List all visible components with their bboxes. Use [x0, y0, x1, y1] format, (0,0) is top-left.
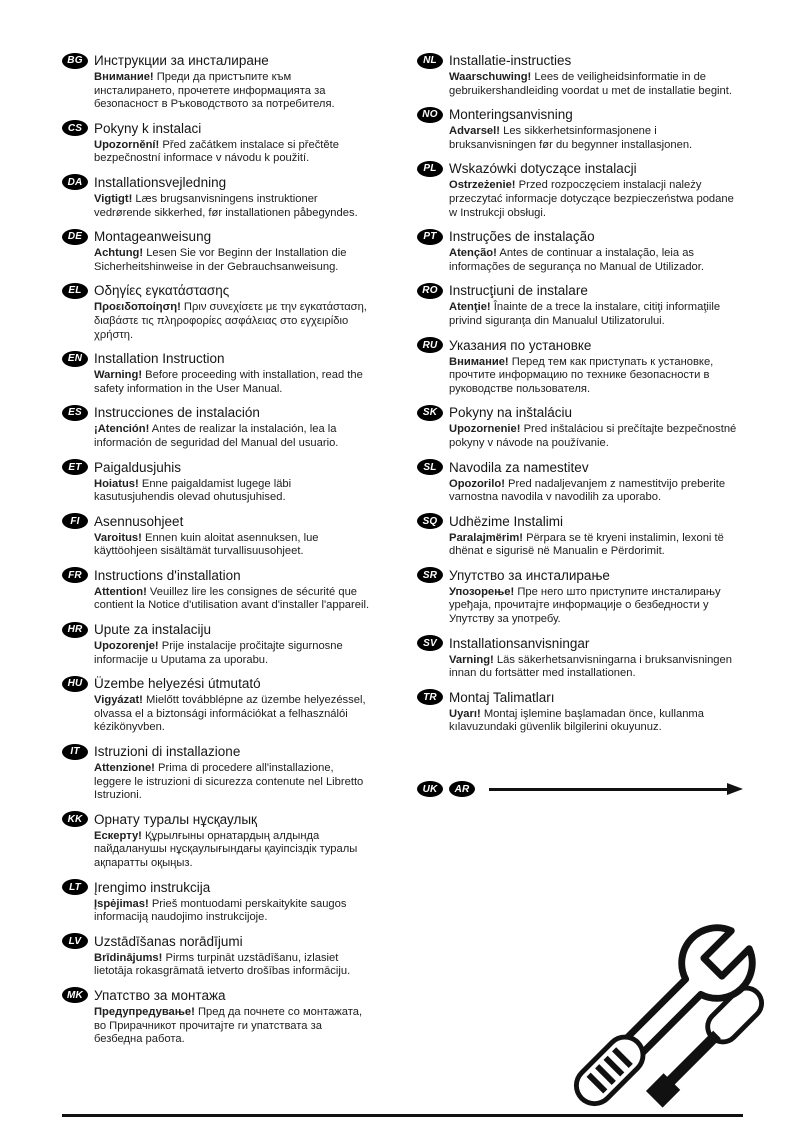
entry-title: Указания по установке — [449, 337, 592, 353]
entry-head — [62, 52, 370, 69]
entry-text: Prima di procedere all'installazione, leggere le istruzioni di sicurezza contenute nel Libretto Istruzioni. — [94, 762, 364, 802]
language-badge: IT — [62, 744, 88, 760]
entry-head — [417, 513, 743, 530]
entry-text: Prije instalacije pročitajte sigurnosne informacije u Uputama za uporabu. — [94, 640, 343, 666]
language-badge-ar: AR — [449, 781, 475, 797]
entry-title: Instruções de instalação — [449, 229, 595, 245]
language-entry — [62, 879, 370, 925]
entry-text: Pred nadaljevanjem z namestitvijo preberite varnostna navodila v navodilih za uporabo. — [449, 477, 726, 504]
wrench-screwdriver-icon — [570, 908, 766, 1120]
entry-body — [94, 898, 370, 925]
entry-body — [94, 532, 370, 559]
entry-body — [94, 762, 370, 803]
entry-body — [449, 654, 743, 681]
entry-body — [449, 71, 743, 98]
entry-title: Installatie-instructies — [449, 53, 572, 68]
language-entry — [417, 282, 743, 328]
entry-head — [62, 282, 370, 299]
language-badge: CS — [62, 120, 88, 136]
entry-head — [417, 52, 743, 69]
language-badge: TR — [417, 689, 443, 705]
entry-body — [449, 478, 743, 505]
entry-head — [62, 933, 370, 950]
entry-text: Lesen Sie vor Beginn der Installation die Sicherheitshinweise in der Gebrauchsanweisung. — [94, 247, 347, 273]
entry-title: Monteringsanvisning — [449, 107, 573, 123]
language-entry — [417, 106, 743, 152]
warning-word: Opozorilo! — [449, 477, 505, 490]
entry-head — [417, 106, 743, 123]
entry-body — [94, 478, 370, 505]
right-arrow-icon — [489, 783, 743, 795]
language-entry — [62, 513, 370, 559]
language-entry — [62, 228, 370, 274]
warning-word: Atenţie! — [449, 301, 491, 314]
entry-body — [449, 125, 743, 152]
warning-word: Upozorenje! — [94, 640, 159, 653]
entry-body — [449, 179, 743, 220]
entry-body — [94, 71, 370, 112]
entry-title: Installation Instruction — [94, 351, 225, 367]
language-entry — [417, 689, 743, 735]
entry-head — [62, 879, 370, 896]
page-footer-rule — [62, 1114, 743, 1117]
entry-title: Pokyny na inštaláciu — [449, 405, 573, 421]
language-badge: EN — [62, 351, 88, 367]
entry-title: Paigaldusjuhis — [94, 459, 182, 475]
entry-body — [449, 586, 743, 627]
language-entry — [62, 675, 370, 735]
language-badge: ES — [62, 405, 88, 421]
entry-title: Wskazówki dotyczące instalacji — [449, 161, 637, 177]
language-entry — [62, 404, 370, 450]
entry-title: Οδηγίες εγκατάστασης — [94, 283, 230, 299]
entry-body — [449, 423, 743, 450]
entry-body — [449, 301, 743, 328]
entry-text: Antes de realizar la instalación, lea la información de seguridad del Manual del usuario. — [94, 423, 339, 449]
warning-word: Vigyázat! — [94, 694, 143, 707]
warning-word: Προειδοποίηση! — [94, 301, 181, 314]
entry-text: Before proceeding with installation, read the safety information in the User Manual. — [94, 369, 363, 395]
language-entry — [62, 174, 370, 220]
entry-head — [62, 811, 370, 828]
language-entry — [417, 567, 743, 627]
entry-body — [449, 532, 743, 559]
language-badge: KK — [62, 811, 88, 827]
entry-text: Πριν συνεχίσετε με την εγκατάσταση, διαβάστε τις πληροφορίες ασφάλειας στο εγχειρίδιο χρήστη. — [94, 301, 367, 341]
language-entry — [62, 120, 370, 166]
entry-head — [62, 174, 370, 191]
entry-body — [449, 356, 743, 397]
warning-word: Upozornění! — [94, 138, 160, 151]
language-entry — [417, 228, 743, 274]
language-badge: HR — [62, 622, 88, 638]
language-entry — [62, 282, 370, 342]
entry-body — [94, 139, 370, 166]
entry-title: Udhëzime Instalimi — [449, 513, 564, 529]
warning-word: Advarsel! — [449, 125, 500, 138]
entry-head — [62, 513, 370, 530]
entry-title: Упатство за монтажа — [94, 987, 226, 1003]
warning-word: Упозорење! — [449, 585, 515, 598]
language-badge: EL — [62, 283, 88, 299]
language-entry — [417, 404, 743, 450]
entry-text: Enne paigaldamist lugege läbi kasutusjuhendis olevad ohutusjuhised. — [94, 477, 292, 504]
entry-text: Prieš montuodami perskaitykite saugos informaciją naudojimo instrukcijoje. — [94, 897, 347, 924]
entry-head — [62, 567, 370, 584]
warning-word: Предупредување! — [94, 1005, 195, 1018]
language-entry — [417, 160, 743, 220]
entry-head — [62, 404, 370, 421]
warning-word: Uyarı! — [449, 707, 481, 720]
warning-word: Attenzione! — [94, 762, 155, 775]
language-badge: NL — [417, 53, 443, 69]
language-entry — [62, 987, 370, 1047]
entry-text: Përpara se të kryeni instalimin, lexoni të dhënat e sigurisë në Manualin e Përdorimit. — [449, 531, 724, 558]
entry-head — [62, 120, 370, 137]
language-badge: SL — [417, 459, 443, 475]
entry-title: Installationsvejledning — [94, 174, 227, 190]
entry-body — [449, 247, 743, 274]
entry-text: Læs brugsanvisningens instruktioner vedrørende sikkerhed, før installationen påbegyndes. — [94, 192, 358, 219]
language-badge: LT — [62, 879, 88, 895]
language-badge: SR — [417, 567, 443, 583]
entry-head — [62, 743, 370, 760]
entry-head — [62, 228, 370, 245]
warning-word: Paralajmërim! — [449, 531, 524, 544]
entry-body — [94, 694, 370, 735]
entry-head — [62, 350, 370, 367]
entry-text: Пре него што приступите инсталирању уређаја, прочитајте информације о безбедности у Упутству за употребу. — [449, 585, 721, 626]
entry-head — [417, 160, 743, 177]
entry-head — [417, 689, 743, 706]
entry-body — [94, 640, 370, 667]
entry-text: Ennen kuin aloitat asennuksen, lue käyttöohjeen sisältämät turvallisuusohjeet. — [94, 531, 319, 558]
entry-body — [94, 1006, 370, 1047]
language-entry — [62, 743, 370, 803]
entry-title: Instructions d'installation — [94, 567, 241, 583]
language-entry — [62, 567, 370, 613]
entry-text: Пред да почнете со монтажата, во Прирачникот прочитајте ги упатствата за безбедна работа. — [94, 1005, 363, 1046]
entry-text: Läs säkerhetsanvisningarna i bruksanvisningen innan du fortsätter med installationen. — [449, 653, 732, 680]
warning-word: ¡Atención! — [94, 423, 150, 436]
language-entry — [417, 513, 743, 559]
entry-title: Instrucciones de instalación — [94, 405, 260, 421]
entry-body — [94, 830, 370, 871]
entry-body — [94, 423, 370, 450]
warning-word: Vigtigt! — [94, 192, 133, 205]
entry-head — [417, 459, 743, 476]
entry-head — [417, 337, 743, 354]
language-entry — [417, 459, 743, 505]
arrow-line — [489, 788, 727, 791]
entry-text: Pirms turpināt uzstādīšanu, izlasiet lietotāja rokasgrāmatā ietverto drošības informāciju. — [94, 951, 351, 978]
entry-text: Перед тем как приступать к установке, прочтите информацию по технике безопасности в руководстве пользователя. — [449, 355, 714, 395]
entry-body — [449, 708, 743, 735]
entry-title: Asennusohjeet — [94, 513, 184, 529]
entry-title: Upute za instalaciju — [94, 622, 212, 638]
language-badge: RO — [417, 283, 443, 299]
entry-head — [62, 987, 370, 1004]
entry-title: Орнату туралы нұсқаулық — [94, 811, 257, 827]
entry-text: Před začátkem instalace si přečtěte bezpečnostní informace v návodu k použití. — [94, 138, 339, 165]
arrow-head — [727, 783, 743, 795]
entry-title: Uzstādīšanas norādījumi — [94, 933, 243, 949]
language-badge: DE — [62, 229, 88, 245]
entry-title: Упутство за инсталирање — [449, 567, 610, 583]
entry-head — [417, 567, 743, 584]
warning-word: Ostrzeżenie! — [449, 179, 516, 192]
entry-body — [94, 193, 370, 220]
entry-head — [62, 621, 370, 638]
entry-title: Navodila za namestitev — [449, 459, 589, 475]
warning-word: Attention! — [94, 585, 147, 598]
entry-title: Pokyny k instalaci — [94, 120, 202, 136]
language-badge: RU — [417, 337, 443, 353]
language-entry — [62, 459, 370, 505]
warning-word: Varoitus! — [94, 531, 142, 544]
warning-word: Įspėjimas! — [94, 897, 149, 910]
entry-title: Montaj Talimatları — [449, 689, 555, 705]
warning-word: Hoiatus! — [94, 477, 139, 490]
language-entry — [62, 350, 370, 396]
language-entry — [62, 811, 370, 871]
warning-word: Внимание! — [449, 355, 509, 368]
language-entry — [417, 635, 743, 681]
entry-head — [417, 635, 743, 652]
language-badge: DA — [62, 174, 88, 190]
language-badge: BG — [62, 53, 88, 69]
entry-text: Mielőtt továbblépne az üzembe helyezéssel, olvassa el a biztonsági információkat a felhasználói kézikönyvben. — [94, 694, 366, 734]
language-badge: LV — [62, 933, 88, 949]
warning-word: Ескерту! — [94, 829, 142, 842]
warning-word: Brīdinājums! — [94, 951, 163, 964]
warning-word: Внимание! — [94, 71, 154, 83]
entry-title: Įrengimo instrukcija — [94, 879, 211, 895]
entry-text: Преди да пристъпите към инсталирането, прочетете информацията за безопасност в Ръководството за потребителя. — [94, 71, 335, 111]
language-badge: FR — [62, 567, 88, 583]
language-entry — [62, 621, 370, 667]
entry-body — [94, 952, 370, 979]
language-badge: SK — [417, 405, 443, 421]
entry-body — [94, 586, 370, 613]
language-entry — [417, 52, 743, 98]
entry-text: Lees de veiligheidsinformatie in de gebruikershandleiding voordat u met de installatie begint. — [449, 71, 732, 97]
continuation-row — [417, 781, 743, 797]
language-badge: SQ — [417, 513, 443, 529]
entry-title: Montageanweisung — [94, 229, 212, 245]
entry-body — [94, 369, 370, 396]
language-badge: SV — [417, 635, 443, 651]
language-entry — [62, 933, 370, 979]
warning-word: Waarschuwing! — [449, 71, 532, 83]
language-badge: ET — [62, 459, 88, 475]
right-column-entries — [417, 52, 743, 735]
warning-word: Upozornenie! — [449, 423, 521, 436]
entry-title: Instrucţiuni de instalare — [449, 283, 588, 299]
entry-text: Құрылғыны орнатардың алдында пайдаланушы нұсқаулығындағы қауіпсіздік туралы ақпаратты оқыңыз. — [94, 829, 358, 869]
warning-word: Warning! — [94, 369, 143, 382]
entry-head — [417, 282, 743, 299]
entry-text: Pred inštaláciou si prečítajte bezpečnostné pokyny v návode na používanie. — [449, 423, 737, 449]
entry-title: Istruzioni di installazione — [94, 744, 241, 760]
entry-text: Les sikkerhetsinformasjonene i bruksanvisningen før du begynner installasjonen. — [449, 125, 693, 151]
language-badge-uk: UK — [417, 781, 443, 797]
entry-body — [94, 301, 370, 342]
entry-title: Инструкции за инсталиране — [94, 53, 269, 68]
left-column — [62, 52, 370, 1055]
language-badge: PL — [417, 161, 443, 177]
warning-word: Varning! — [449, 653, 494, 666]
language-entry — [417, 337, 743, 397]
language-badge: MK — [62, 987, 88, 1003]
language-badge: PT — [417, 229, 443, 245]
warning-word: Atenção! — [449, 247, 497, 260]
entry-title: Üzembe helyezési útmutató — [94, 676, 261, 692]
entry-title: Installationsanvisningar — [449, 635, 590, 651]
warning-word: Achtung! — [94, 247, 144, 260]
entry-body — [94, 247, 370, 274]
language-badge: FI — [62, 513, 88, 529]
language-entry — [62, 52, 370, 112]
entry-text: Veuillez lire les consignes de sécurité que contient la Notice d'utilisation avant d'installer l'appareil. — [94, 585, 370, 612]
entry-text: Înainte de a trece la instalare, citiţi informaţiile privind siguranţa din Manualul Utilizatorului. — [449, 301, 721, 327]
language-badge: HU — [62, 676, 88, 692]
entry-text: Przed rozpoczęciem instalacji należy przeczytać informacje dotyczące bezpieczeństwa podane w Instrukcji obsługi. — [449, 179, 734, 219]
entry-text: Montaj işlemine başlamadan önce, kullanma kılavuzundaki güvenlik bilgilerini okuyunuz. — [449, 707, 704, 734]
entry-head — [417, 404, 743, 421]
entry-head — [62, 675, 370, 692]
language-badge: NO — [417, 107, 443, 123]
entry-head — [62, 459, 370, 476]
right-column — [417, 52, 743, 797]
entry-text: Antes de continuar a instalação, leia as informações de segurança no Manual de Utilizador. — [449, 247, 704, 273]
entry-head — [417, 228, 743, 245]
